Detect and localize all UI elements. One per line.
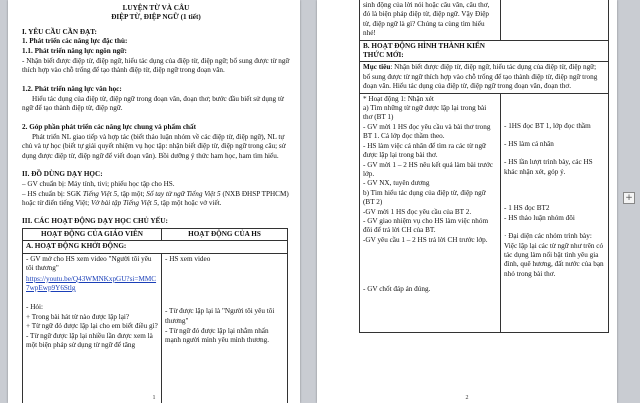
heading-literature-skill: 1.2. Phát triển năng lực văn học: (22, 85, 122, 93)
objective-label: Mục tiêu (363, 63, 391, 72)
student-answer-1: - Từ được lặp lại là "Người tôi yêu tôi thương" (165, 307, 275, 325)
activity-1-heading: * Hoạt động 1: Nhận xét (363, 94, 434, 103)
page-number-1: 1 (152, 395, 156, 401)
warmup-conclusion: sinh động của lời nói hoặc câu văn, câu thơ, đó là biện pháp điệp từ, điệp ngữ. Vậy Điệp từ, điệp ngữ là gì? Chúng ta cùng tìm hiểu nhé! (363, 1, 490, 38)
question-1: + Trong bài hát từ nào được lặp lại? (26, 312, 130, 321)
heading-materials: II. ĐỒ DÙNG DẠY HỌC: (22, 170, 103, 178)
student-present: - HS lần lượt trình bày, các HS khác nhận xét, góp ý. (504, 158, 593, 176)
student-pair-discuss: - HS thảo luận nhóm đôi (504, 213, 575, 222)
heading-specific-skills: 1. Phát triển các năng lực đặc thù: (22, 37, 128, 45)
document-page-1 (8, 0, 300, 403)
activity-1-gv-praise: - GV NX, tuyên dương (363, 179, 430, 188)
paragraph-teacher-materials: – GV chuẩn bị: Máy tính, tivi; phiếu học tập cho HS. (22, 180, 175, 188)
table-header-teacher: HOẠT ĐỘNG CỦA GIÁO VIÊN (23, 229, 162, 241)
student-group-present: · Đại diện các nhóm trình bày: (504, 232, 592, 241)
student-watch-video: - HS xem video (165, 254, 211, 263)
teacher-activity-1-cell (360, 93, 501, 332)
student-answer-2: - Từ ngữ đó được lặp lại nhằm nhấn mạnh người mình yêu mình thương. (165, 327, 270, 345)
lesson-title: LUYỆN TỪ VÀ CÂU (122, 4, 190, 12)
video-link[interactable]: https://youtu.be/Q43WMNKxpGU?si=MMC7wpEwp9Y6Stlg (26, 274, 157, 293)
activity-1-gv-conclude: - GV chốt đáp án đúng. (363, 285, 431, 294)
continued-warmup-cell (360, 0, 501, 40)
question-3: - Từ ngữ được lặp lại nhiều lần được xem là một biện pháp sử dụng từ ngữ để tăng (26, 331, 153, 350)
paragraph-literature-skill: Hiểu tác dụng của điệp từ, điệp ngữ trong đoạn văn, đoạn thơ; bước đầu biết sử dụng từ ngữ để tạo thành điệp từ, điệp ngữ. (22, 95, 284, 113)
continued-student-cell (501, 0, 609, 40)
student-individual-work: - HS làm cá nhân (504, 140, 554, 149)
paragraph-student-materials: – HS chuẩn bị: SGK Tiếng Việt 5, tập một; Sổ tay từ ngữ Tiếng Việt 5 (NXB ĐHSP TPHCM) hoặc từ điển tiếng Việt; Vở bài tập Tiếng Việt 5, tập một hoặc vở viết. (22, 190, 289, 208)
table-section-warmup: A. HOẠT ĐỘNG KHỞI ĐỘNG: (23, 241, 288, 253)
objective-text: : Nhận biết được điệp từ, điệp ngữ, hiểu tác dụng của điệp từ, điệp ngữ; bổ sung được từ ngữ thích hợp vào chỗ trống để tạo thành điệp từ, điệp ngữ trong đoạn văn. Hiểu tác dụng của điệp từ, điệp ngữ trong đoạn văn, đoạn thơ. (363, 63, 598, 91)
activity-1-gv-answer: -GV yêu cầu 1 – 2 HS trả lời CH trước lớp. (363, 235, 488, 244)
student-activity-cell (162, 253, 288, 403)
activity-1-gv-pairs: - GV giao nhiệm vụ cho HS làm việc nhóm đôi để trả lời CH của BT. (363, 216, 489, 235)
ask-label: - Hỏi: (26, 303, 43, 312)
teacher-activity-cell (23, 253, 162, 403)
objective-row (360, 62, 609, 93)
activity-1-gv-read: - GV mời 1 HS đọc yêu cầu và bài thơ trong BT 1. Cả lớp đọc thầm theo. (363, 122, 491, 141)
lesson-subtitle: ĐIỆP TỪ, ĐIỆP NGỮ (1 tiết) (111, 13, 201, 21)
heading-language-skill: 1.1. Phát triển năng lực ngôn ngữ: (22, 47, 127, 55)
heading-requirements: I. YÊU CẦU CẦN ĐẠT: (22, 28, 97, 36)
paragraph-general-skills: Phát triển NL giao tiếp và hợp tác (biết thảo luận nhóm về các điệp từ, điệp ngữ), NL tự chủ và tự học (biết tự giải quyết nhiệm vụ học tập: nhận biết điệp từ, điệp ngữ trong câu; sử dụng được điệp từ, điệp ngữ để viết đoạn văn). Bồi dưỡng ý thức ham học, ham tìm hiểu. (22, 133, 286, 160)
activity-1-step-a: a) Tìm những từ ngữ được lặp lại trong bài thơ (BT 1) (363, 104, 487, 122)
activity-1-step-b: b) Tìm hiểu tác dụng của điệp từ, điệp ngữ (BT 2) (363, 188, 486, 207)
table-section-new-knowledge: B. HOẠT ĐỘNG HÌNH THÀNH KIẾN THỨC MỚI: (360, 40, 609, 62)
student-activity-1-cell (501, 93, 609, 332)
question-2: + Từ ngữ đó được lặp lại cho em biết điều gì? (26, 322, 158, 331)
document-page-2 (317, 0, 617, 403)
activities-table-page1 (22, 228, 288, 403)
student-read-bt2: - 1 HS đọc BT2 (504, 204, 550, 213)
student-answer-effect: Việc lặp lại các từ ngữ như trên có tác dụng làm nổi bật tình yêu gia đình, quê hương, đất nước của bạn nhỏ trong bài thơ. (504, 241, 604, 278)
teacher-video-instruction: - GV mở cho HS xem video "Người tôi yêu tôi thương" (26, 254, 152, 273)
add-content-button[interactable]: + (623, 192, 635, 204)
paragraph-language-skill: - Nhận biết được điệp từ, điệp ngữ, hiểu tác dụng của điệp từ, điệp ngữ; bổ sung được từ ngữ thích hợp vào chỗ trống để tạo thành điệp từ, điệp ngữ trong đoạn văn. (22, 57, 290, 75)
activity-1-gv-read-bt2: -GV mời 1 HS đọc yêu cầu của BT 2. (363, 207, 472, 216)
activities-table-page2 (359, 0, 609, 333)
activity-1-gv-present: - GV mời 1 – 2 HS nêu kết quả làm bài trước lớp. (363, 160, 493, 178)
page-number-2: 2 (465, 395, 469, 401)
activity-1-hs-individual: - HS làm việc cá nhân để tìm ra các từ ngữ được lặp lại trong bài thơ. (363, 141, 486, 160)
student-read-bt1: - 1HS đọc BT 1, lớp đọc thầm (504, 121, 591, 130)
table-header-student: HOẠT ĐỘNG CỦA HS (162, 229, 288, 241)
heading-activities: III. CÁC HOẠT ĐỘNG DẠY HỌC CHỦ YẾU: (22, 217, 168, 225)
heading-general-skills: 2. Góp phần phát triển các năng lực chung và phẩm chất (22, 123, 197, 131)
